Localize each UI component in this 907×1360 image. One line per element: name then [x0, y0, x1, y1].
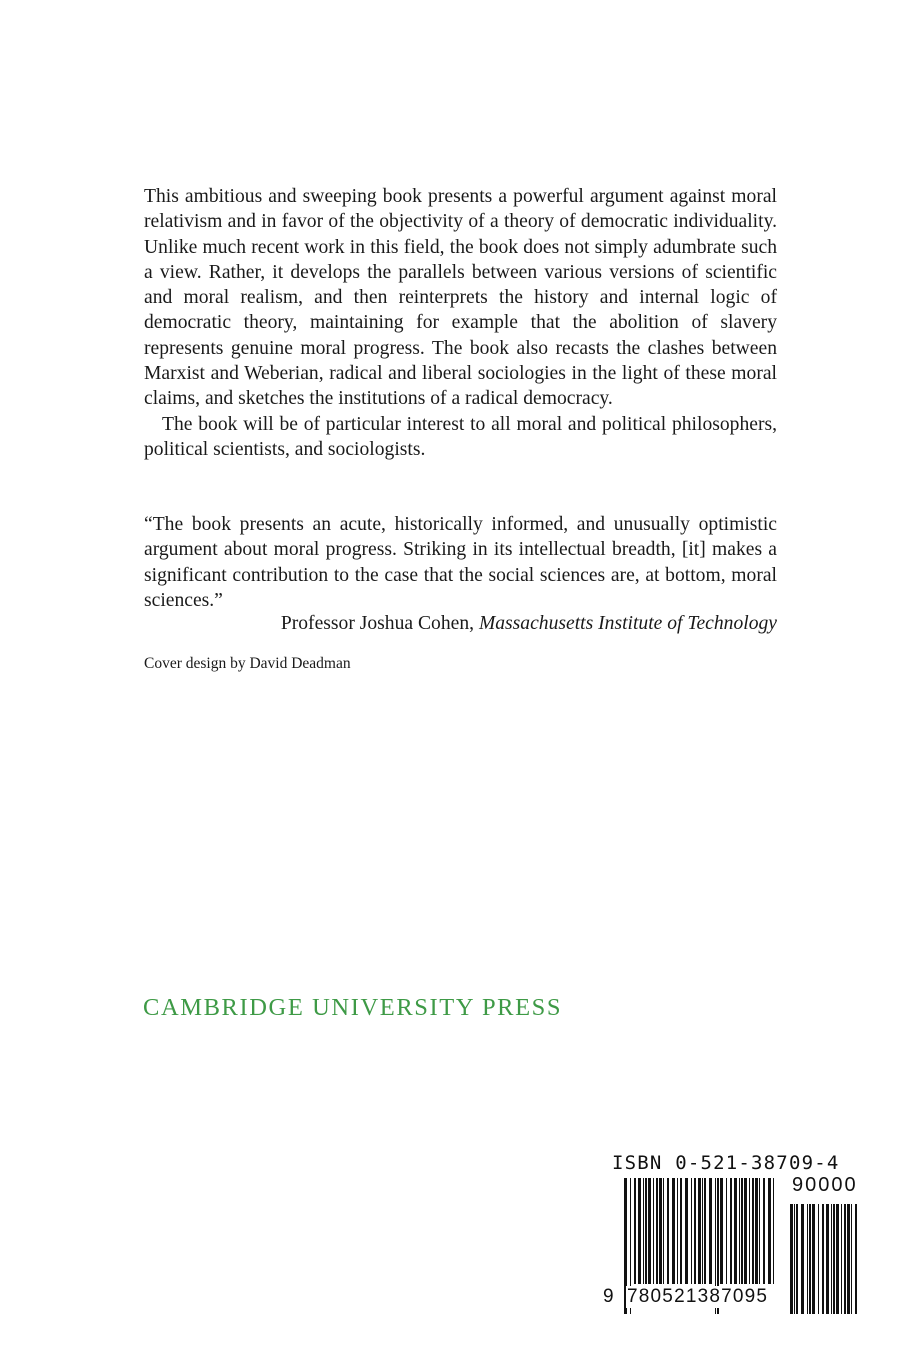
- review-attribution: [144, 611, 777, 636]
- barcode-bar: [818, 1204, 819, 1314]
- barcode-bar: [759, 1178, 760, 1284]
- barcode-bar: [691, 1178, 692, 1284]
- barcode-bar: [704, 1178, 706, 1284]
- barcode-bar: [663, 1178, 664, 1284]
- barcode-bar: [659, 1178, 662, 1284]
- barcode-bar: [739, 1178, 740, 1284]
- barcode-bar: [831, 1204, 832, 1314]
- barcode-bar: [634, 1178, 636, 1284]
- barcode-bar: [645, 1178, 647, 1284]
- barcode-bar: [667, 1178, 669, 1284]
- barcode-bar: [768, 1178, 771, 1284]
- barcode-bar: [709, 1178, 712, 1284]
- barcode-bar: [755, 1178, 758, 1284]
- barcode-bar: [801, 1204, 804, 1314]
- reviewer-affiliation: Massachusetts Institute of Technology: [478, 613, 777, 634]
- barcode-bar: [847, 1204, 850, 1314]
- barcode-bar: [638, 1178, 641, 1284]
- review-quote-text: “The book presents an acute, historically informed, and unusually optimistic argument about moral progress. Striking in its intellectual breadth, [it] makes a significant contribution to the case that the social sciences are, at bottom, moral sciences.”: [144, 514, 777, 611]
- barcode-bar: [643, 1178, 644, 1284]
- barcode-bar: [752, 1178, 754, 1284]
- description-paragraph-1: This ambitious and sweeping book presents a powerful argument against moral relativism and in favor of the objectivity of a theory of democratic individuality. Unlike much recent work in this field, the book does not simply adumbrate such a view. Rather, it develops the parallels between various versions of scientific and moral realism, and then reinterprets the history and internal logic of democratic theory, maintaining for example that the abolition of slavery represents genuine moral progress. The book also recasts the clashes between Marxist and Weberian, radical and liberal sociologies in the light of these moral claims, and sketches the institutions of a radical democracy.: [144, 186, 777, 410]
- publisher-name: CAMBRIDGE UNIVERSITY PRESS: [143, 994, 563, 1021]
- barcode-bar: [851, 1204, 852, 1314]
- barcode-bar: [741, 1178, 743, 1284]
- barcode-bar: [672, 1178, 675, 1284]
- barcode-bar: [744, 1178, 747, 1284]
- barcode-bar: [702, 1178, 703, 1284]
- barcode-bar: [694, 1178, 696, 1284]
- review-quote: [144, 512, 777, 613]
- barcode-bar: [773, 1178, 774, 1284]
- barcode-bar: [833, 1204, 835, 1314]
- barcode-bar: [749, 1178, 750, 1284]
- barcode-bar: [841, 1204, 842, 1314]
- ean-first-digit: 9: [603, 1286, 614, 1307]
- barcode-bar: [685, 1178, 688, 1284]
- barcode-bar: [726, 1178, 727, 1284]
- addon-digits: 90000: [792, 1174, 858, 1196]
- barcode-bar: [826, 1204, 829, 1314]
- barcode-bar: [844, 1204, 846, 1314]
- barcode-bar: [812, 1204, 815, 1314]
- barcode-bar: [855, 1204, 857, 1314]
- ean-digits: 780521387095: [627, 1286, 769, 1307]
- barcode-bar: [730, 1178, 732, 1284]
- cover-design-credit: Cover design by David Deadman: [144, 655, 351, 672]
- barcode-bar: [794, 1204, 795, 1314]
- barcode-bar: [796, 1204, 798, 1314]
- barcode-bar: [720, 1178, 723, 1284]
- barcode-bar: [734, 1178, 737, 1284]
- barcode-bar: [648, 1178, 651, 1284]
- barcode-bar: [763, 1178, 765, 1284]
- reviewer-name: Professor Joshua Cohen,: [280, 613, 479, 634]
- barcode-bar: [807, 1204, 808, 1314]
- barcode-bar: [653, 1178, 654, 1284]
- barcode-bar: [809, 1204, 811, 1314]
- isbn-label: ISBN 0-521-38709-4: [612, 1152, 840, 1174]
- barcode-bar: [790, 1204, 793, 1314]
- barcode-bar: [822, 1204, 824, 1314]
- book-description: [144, 184, 777, 462]
- barcode-bar: [680, 1178, 682, 1284]
- barcode-bar: [836, 1204, 839, 1314]
- barcode-bar: [656, 1178, 658, 1284]
- addon-bars: [790, 1204, 857, 1314]
- description-paragraph-2: The book will be of particular interest to all moral and political philosophers, political scientists, and sociologists.: [144, 413, 777, 460]
- barcode-bar: [677, 1178, 678, 1284]
- barcode-bar: [698, 1178, 701, 1284]
